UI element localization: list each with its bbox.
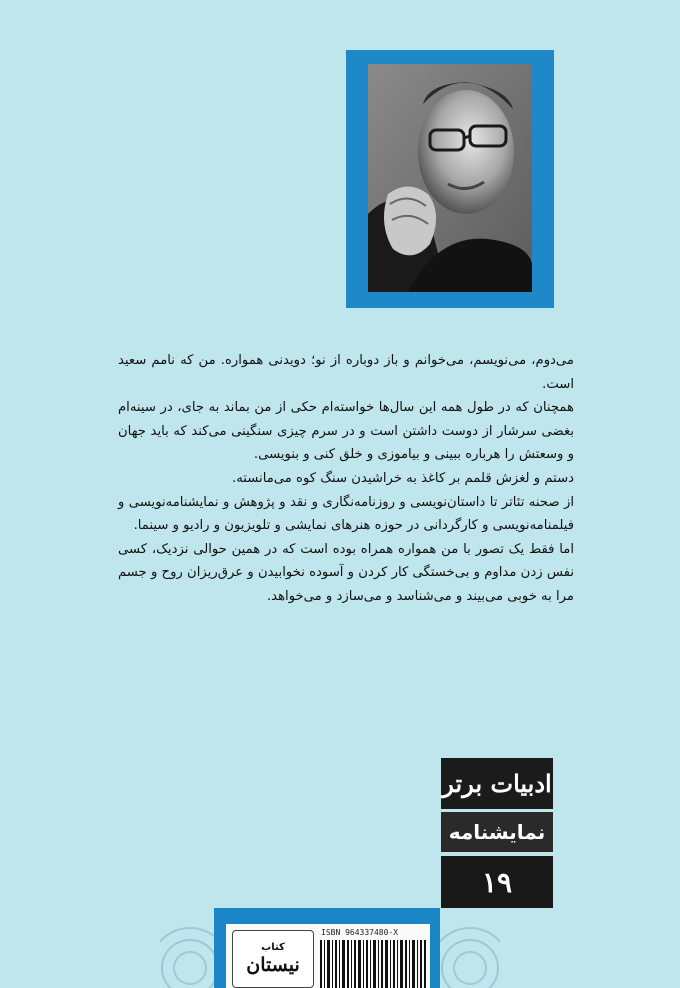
author-bio-text xyxy=(118,349,574,609)
bio-paragraph-4: از صحنه تئاتر تا داستان‌نویسی و روزنامه‌نگاری و نقد و پژوهش و نمایشنامه‌نویسی و فیلمنامه‌نویسی و کارگردانی در حوزه هنرهای نمایشی و تلویزیون و رادیو و سینما. xyxy=(118,494,574,534)
barcode-bars xyxy=(318,940,428,988)
bio-paragraph-5: اما فقط یک تصور با من همواره همراه بوده است که در همین حوالی نزدیک، کسی نفس زدن مداوم و بی‌خستگی کار کردن و آسوده نخوابیدن و عرق‌ریزان روح و جسم مرا به خوبی می‌بیند و می‌شناسد و می‌سازد و می‌خواهد. xyxy=(118,541,574,604)
bio-paragraph-3: دستم و لغزش قلمم بر کاغذ به خراشیدن سنگ کوه می‌مانسته. xyxy=(232,470,574,486)
series-number: ۱۹ xyxy=(481,865,513,899)
author-portrait-image xyxy=(368,64,532,292)
publisher-name: نیستان xyxy=(246,954,300,976)
series-logo xyxy=(441,758,553,809)
series-number-badge xyxy=(441,856,553,908)
genre-title: نمایشنامه xyxy=(448,820,546,844)
publisher-prefix: کتاب xyxy=(261,942,285,953)
author-photo xyxy=(368,64,532,292)
series-title: ادبیات برتر xyxy=(442,769,552,798)
bio-paragraph-1: می‌دوم، می‌نویسم، می‌خوانم و باز دوباره از نو؛ دویدنی همواره. من که نامم سعید است. xyxy=(118,353,574,392)
isbn-text: ISBN 964337480-X xyxy=(321,928,399,937)
genre-label xyxy=(441,812,553,852)
author-photo-frame xyxy=(346,50,554,308)
publisher-logo xyxy=(232,930,314,988)
barcode-card xyxy=(226,924,430,988)
bio-paragraph-2: همچنان که در طول همه این سال‌ها خواسته‌ام حکی از من بماند به جای، در سینه‌ام بغضی سرشار از دوست داشتن است و در سرم چیزی سنگینی می‌کند که باید جهان و وسعتش را هرباره ببینی و بیاموزی و خلق کنی و بنویسی. xyxy=(118,400,574,463)
